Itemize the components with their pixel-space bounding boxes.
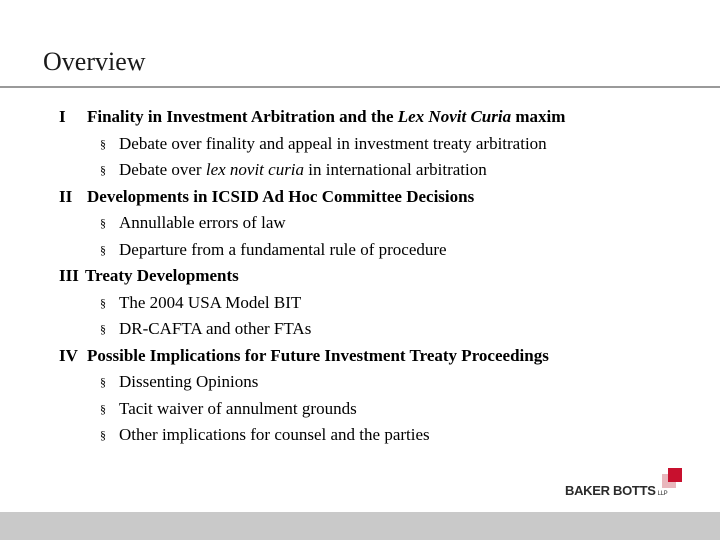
bullet-icon: § [100,136,106,151]
section-number: IV [59,345,78,365]
section-number: II [59,186,73,206]
title-divider [0,86,720,88]
bullet-icon: § [100,375,106,389]
list-item-text [99,213,286,232]
logo-name: BAKER BOTTS [565,483,656,498]
logo-suffix: LLP [657,491,668,497]
logo-square-dark [668,468,682,482]
section-heading [59,343,699,370]
text-run: Dissenting Opinions [119,372,259,391]
footer-band [0,512,720,540]
slide-title: Overview [43,47,146,76]
text-run: Debate over finality and appeal in investment treaty arbitration [119,133,547,153]
list-item [59,131,699,158]
section-number: III [59,266,79,285]
text-run: Departure from a fundamental rule of procedure [119,239,447,259]
text-run: in international arbitration [304,160,487,179]
bullet-icon: § [100,322,106,336]
section-heading [59,104,699,131]
text-run: Tacit waiver of annulment grounds [119,398,357,418]
list-item [59,210,699,237]
text-run: The 2004 USA Model BIT [119,292,302,312]
text-run: Finality in Investment Arbitration and the [87,107,398,126]
logo-wordmark [565,483,667,498]
section-heading [59,184,699,211]
list-item-text [99,399,357,418]
bullet-icon: § [100,428,106,442]
text-run: Developments in ICSID Ad Hoc Committee Decisions [87,186,475,206]
list-item [59,237,699,264]
text-run: Other implications for counsel and the parties [119,425,430,444]
text-run: Annullable errors of law [119,213,286,232]
bullet-icon: § [100,401,106,416]
list-item-text [99,134,547,153]
bullet-icon: § [100,295,106,310]
text-run: Treaty Developments [85,266,239,285]
list-item-text [99,240,447,259]
text-run: Debate over [119,160,206,179]
text-run: lex novit curia [205,160,305,179]
outline-list [59,104,699,449]
list-item [59,157,699,184]
company-logo [565,468,685,502]
list-item-text [99,293,301,312]
bullet-icon: § [100,216,106,230]
section-number: I [59,107,66,126]
text-run: Possible Implications for Future Investment Treaty Proceedings [87,345,549,365]
list-item-text [99,319,311,338]
list-item-text [99,372,258,391]
text-run: DR-CAFTA and other FTAs [119,319,312,338]
list-item [59,422,699,449]
list-item [59,316,699,343]
list-item [59,396,699,423]
bullet-icon: § [100,242,106,257]
bullet-icon: § [100,163,106,177]
list-item-text [99,425,430,444]
list-item-text [99,160,487,179]
list-item [59,369,699,396]
text-run: Lex Novit Curia [397,107,512,126]
text-run: maxim [511,107,566,126]
section-heading [59,263,699,290]
list-item [59,290,699,317]
